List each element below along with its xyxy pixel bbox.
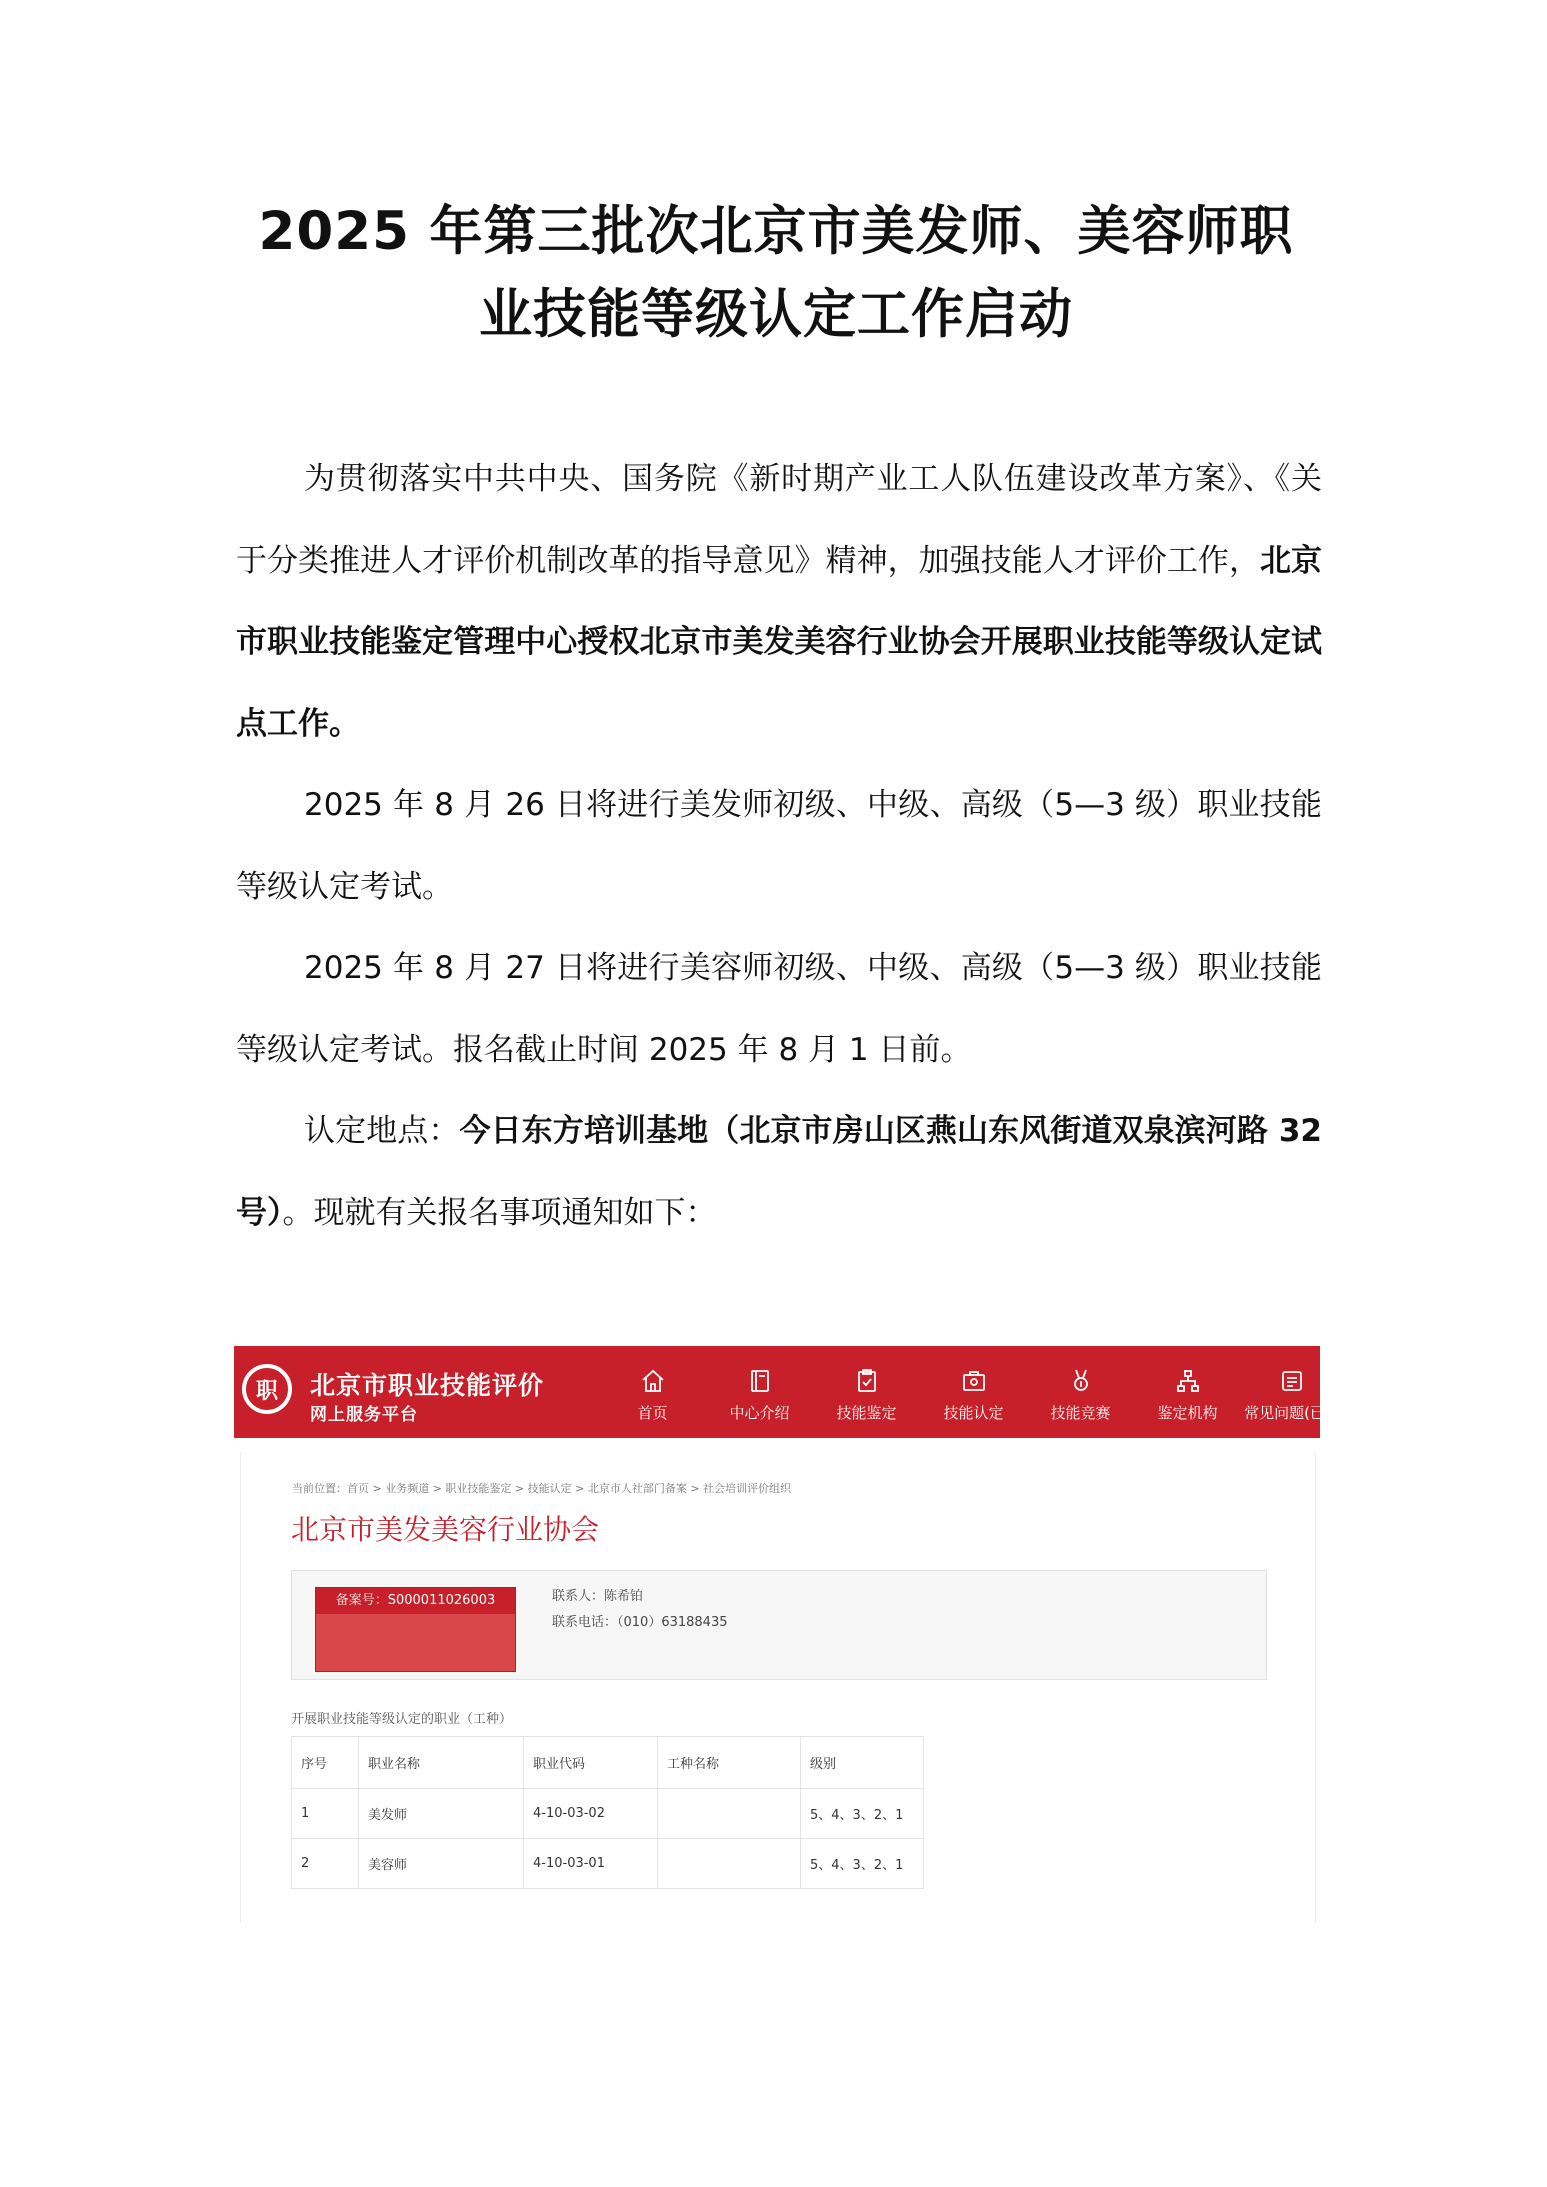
table-cell (658, 1789, 801, 1839)
main-nav (599, 1346, 1343, 1438)
table-cell: 5、4、3、2、1 (801, 1839, 924, 1889)
column-header: 级别 (801, 1737, 924, 1789)
nav-center-intro[interactable]: 中心介绍 (706, 1346, 813, 1438)
contact-phone: 联系电话：（010）63188435 (552, 1615, 728, 1630)
title-line-2: 业技能等级认定工作启动 (479, 284, 1073, 345)
table-header-row (292, 1737, 924, 1789)
clipboard-icon (854, 1368, 880, 1394)
table-row (292, 1789, 924, 1839)
site-header (234, 1346, 1340, 1438)
paragraph-beautician-exam: 2025 年 8 月 27 日将进行美容师初级、中级、高级（5—3 级）职业技能等级认定考试。报名截止时间 2025 年 8 月 1 日前。 (236, 950, 1322, 1068)
column-header: 工种名称 (658, 1737, 801, 1789)
nav-skill-appraisal[interactable]: 技能鉴定 (813, 1346, 920, 1438)
column-header: 职业名称 (359, 1737, 524, 1789)
occupations-table (291, 1736, 924, 1889)
content-panel (240, 1452, 1316, 1922)
nav-skill-certification[interactable]: 技能认定 (920, 1346, 1027, 1438)
record-number: 备案号：S000011026003 (316, 1588, 515, 1614)
nav-home[interactable]: 首页 (599, 1346, 706, 1438)
table-row (292, 1839, 924, 1889)
logo-icon: 职 (242, 1364, 292, 1414)
table-cell: 美发师 (359, 1789, 524, 1839)
occupations-section-title: 开展职业技能等级认定的职业（工种） (291, 1712, 513, 1727)
site-subtitle: 网上服务平台 (310, 1405, 418, 1425)
record-badge (315, 1587, 516, 1672)
site-name: 北京市职业技能评价 (310, 1371, 545, 1400)
nav-appraisal-institutions[interactable]: 鉴定机构 (1134, 1346, 1241, 1438)
org-chart-icon (1175, 1368, 1201, 1394)
table-cell: 4-10-03-01 (524, 1839, 658, 1889)
table-cell (658, 1839, 801, 1889)
contact-person: 联系人：陈希铂 (552, 1589, 644, 1604)
column-header: 序号 (292, 1737, 359, 1789)
website-screenshot (234, 1346, 1340, 1922)
paragraph-hairdresser-exam: 2025 年 8 月 26 日将进行美发师初级、中级、高级（5—3 级）职业技能等级认定考试。 (236, 787, 1322, 905)
exam-location: 今日东方培训基地（北京市房山区燕山东风街道双泉滨河路 32 号） (236, 1113, 1322, 1231)
title-line-1: 2025 年第三批次北京市美发师、美容师职 (258, 201, 1294, 262)
home-icon (640, 1368, 666, 1394)
faq-icon (1279, 1368, 1305, 1394)
table-cell: 美容师 (359, 1839, 524, 1889)
nav-skill-competition[interactable]: 技能竞赛 (1027, 1346, 1134, 1438)
org-info-card (291, 1570, 1267, 1680)
document-title (236, 190, 1316, 356)
column-header: 职业代码 (524, 1737, 658, 1789)
paragraph-location: 认定地点：今日东方培训基地（北京市房山区燕山东风街道双泉滨河路 32 号）。现就有关报名事项通知如下： (236, 1113, 1322, 1231)
breadcrumb: 当前位置：首页 > 业务频道 > 职业技能鉴定 > 技能认定 > 北京市人社部门备案 > 社会培训评价组织 (292, 1482, 792, 1495)
table-cell: 2 (292, 1839, 359, 1889)
nav-faq[interactable]: 常见问题(已归 (1241, 1346, 1343, 1438)
document-body (236, 439, 1322, 1254)
certificate-icon (961, 1368, 987, 1394)
paragraph-intro: 为贯彻落实中共中央、国务院《新时期产业工人队伍建设改革方案》、《关于分类推进人才评价机制改革的指导意见》精神，加强技能人才评价工作，北京市职业技能鉴定管理中心授权北京市美发美容行业协会开展职业技能等级认定试点工作。 (236, 461, 1322, 742)
table-cell: 1 (292, 1789, 359, 1839)
medal-icon (1068, 1368, 1094, 1394)
book-icon (747, 1368, 773, 1394)
org-name: 北京市美发美容行业协会 (291, 1513, 600, 1546)
table-cell: 4-10-03-02 (524, 1789, 658, 1839)
table-cell: 5、4、3、2、1 (801, 1789, 924, 1839)
authorization-statement: 北京市职业技能鉴定管理中心授权北京市美发美容行业协会开展职业技能等级认定试点工作。 (236, 542, 1322, 742)
